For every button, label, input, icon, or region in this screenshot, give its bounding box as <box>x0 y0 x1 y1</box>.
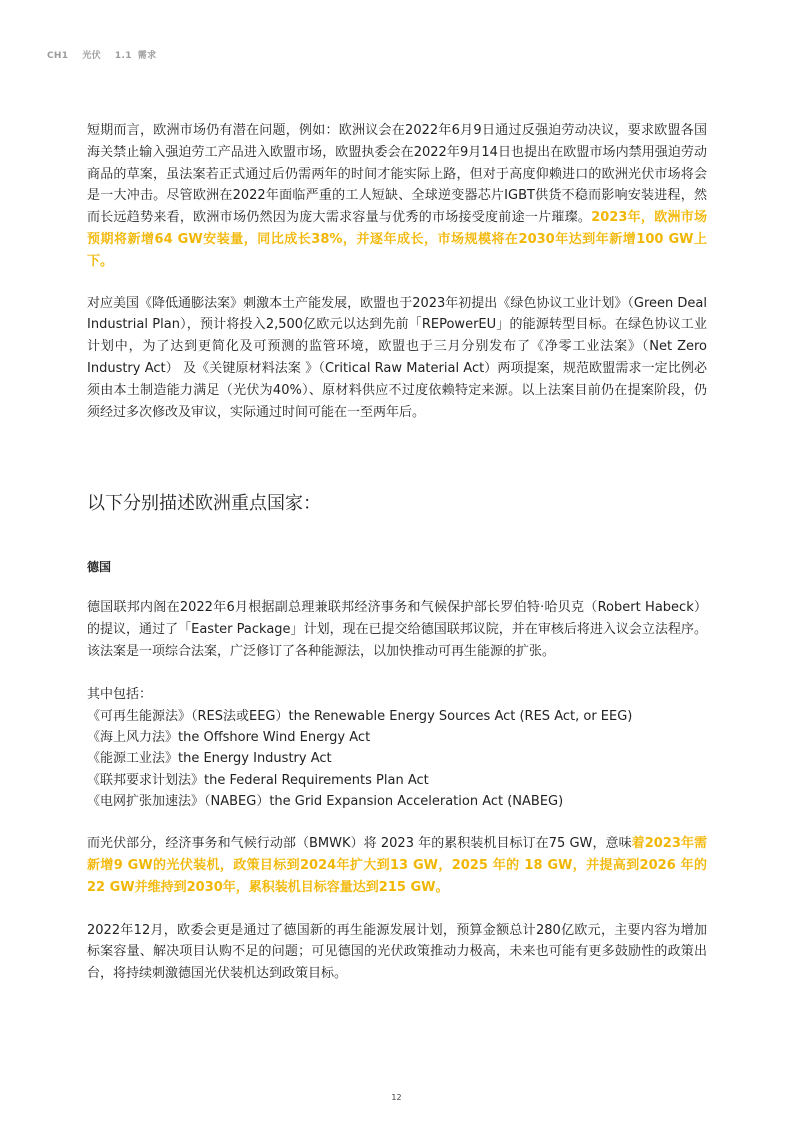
law-list-intro: 其中包括： <box>87 687 153 703</box>
subsection-title: 需求 <box>137 51 157 61</box>
paragraph-text: 短期而言，欧洲市场仍有潜在问题，例如：欧洲议会在2022年6月9日通过反强迫劳动决议，要求欧盟各国海关禁止输入强迫劳工产品进入欧盟市场，欧盟执委会在2022年9月14日也提出在欧盟市场内禁用强迫劳动商品的草案，虽法案若正式通过后仍需两年的时间才能实际上路，但对于高度仰赖进口的欧洲光伏市场将会是一大冲击。尽管欧洲在2022年面临严重的工人短缺、全球逆变器芯片IGBT供货不稳而影响安装进程，然而长远趋势来看，欧洲市场仍然因为庞大需求容量与优秀的市场接受度前途一片璀璨。 <box>87 123 707 226</box>
country-title-germany: 德国 <box>87 560 112 574</box>
list-item: 《电网扩张加速法》（NABEG）the Grid Expansion Acceleration Act (NABEG) <box>87 793 564 809</box>
highlight-text: 2023年，欧洲市场预期将新增64 GW安装量，同比成长38%，并逐年成长，市场规模将在2030年达到年新增100 GW上下。 <box>87 210 707 269</box>
section-heading: 以下分别描述欧洲重点国家： <box>87 493 321 514</box>
paragraph-easter-package: 德国联邦内阁在2022年6月根据副总理兼联邦经济事务和气候保护部长罗伯特·哈贝克（Robert Habeck）的提议，通过了「Easter Package」计划，现在已提交给德国联邦议院，并在审核后将进入议会立法程序。该法案是一项综合法案，广泛修订了各种能源法，以加快推动可再生能源的扩张。 <box>87 600 707 659</box>
paragraph-text: 而光伏部分，经济事务和气候行动部（BMWK）将 2023 年的累积装机目标订在75 GW，意味 <box>87 836 632 852</box>
intro-section <box>87 120 707 423</box>
page-number: 12 <box>391 1093 402 1102</box>
list-item: 《可再生能源法》（RES法或EEG）the Renewable Energy Sources Act (RES Act, or EEG) <box>87 708 633 724</box>
germany-section <box>87 597 707 985</box>
law-list <box>87 684 707 812</box>
section-label: 光伏 <box>82 51 101 61</box>
paragraph-eu-policy: 对应美国《降低通膨法案》刺激本土产能发展，欧盟也于2023年初提出《绿色协议工业计划》（Green Deal Industrial Plan），预计将投入2,500亿欧元以达到先前「REPowerEU」的能源转型目标。在绿色协议工业计划中，为了达到更简化及可预测的监管环境，欧盟也于三月分别发布了《净零工业法案》（Net Zero Industry Act） 及《关键原材料法案 》（Critical Raw Material Act）两项提案，规范欧盟需求一定比例必须由本土制造能力满足（光伏为40%）、原材料供应不过度依赖特定来源。以上法案目前仍在提案阶段，仍须经过多次修改及审议，实际通过时间可能在一至两年后。 <box>87 295 707 420</box>
running-header <box>47 48 170 61</box>
paragraph-europe-outlook <box>87 120 707 273</box>
paragraph-renewable-plan: 2022年12月，欧委会更是通过了德国新的再生能源发展计划，预算金额总计280亿欧元，主要内容为增加标案容量、解决项目认购不足的问题；可见德国的光伏政策推动力极高，未来也可能有更多鼓励性的政策出台，将持续刺激德国光伏装机达到政策目标。 <box>87 922 707 982</box>
subsection-number: 1.1 <box>114 51 132 61</box>
chapter-label: CH1 <box>47 51 69 61</box>
list-item: 《海上风力法》the Offshore Wind Energy Act <box>87 729 371 745</box>
list-item: 《能源工业法》the Energy Industry Act <box>87 751 332 767</box>
highlight-text: 着2023年需新增9 GW的光伏装机，政策目标到2024年扩大到13 GW，2025 年的 18 GW，并提高到2026 年的22 GW并维持到2030年，累积装机目标容量达到215 GW。 <box>87 836 707 895</box>
list-item: 《联邦要求计划法》the Federal Requirements Plan Act <box>87 772 429 788</box>
paragraph-pv-target <box>87 833 707 898</box>
